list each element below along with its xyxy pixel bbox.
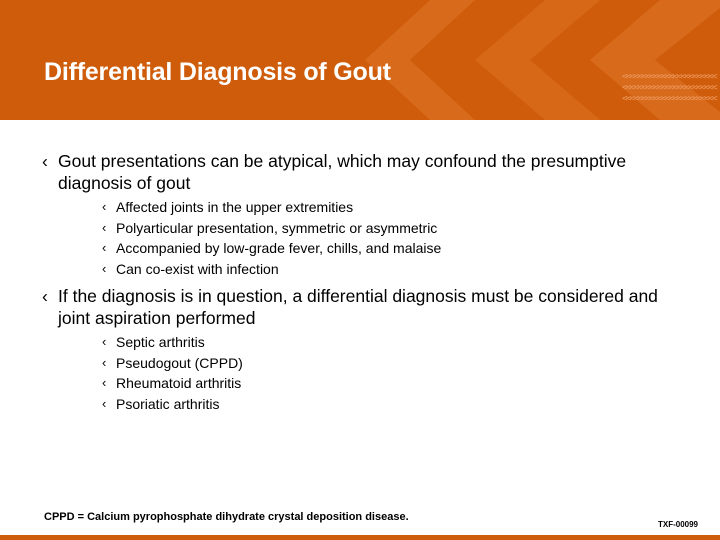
sub-bullet-item: [58, 394, 682, 415]
sub-bullet-chevron-icon: ‹: [102, 354, 107, 370]
chevron-pattern-row-2: <<<<<<<<<<<<<<<<<<<<<<<<: [621, 83, 716, 93]
sub-bullet-chevron-icon: ‹: [102, 240, 107, 255]
sub-bullet-text: Accompanied by low-grade fever, chills, and malaise: [116, 240, 442, 256]
main-bullet-text: If the diagnosis is in question, a differential diagnosis must be considered and joint aspiration performed: [58, 286, 658, 328]
sub-bullet-chevron-icon: ‹: [102, 334, 107, 349]
sub-bullet-chevron-icon: ‹: [102, 219, 107, 235]
sub-bullet-item: [58, 373, 682, 394]
chevron-pattern-row-3: <<<<<<<<<<<<<<<<<<<<<<<<: [621, 94, 716, 104]
main-bullet-2: [42, 285, 682, 414]
sub-bullet-text: Septic arthritis: [116, 334, 205, 350]
sub-bullet-text: Can co-exist with infection: [116, 260, 279, 277]
sub-bullet-item: [58, 238, 682, 259]
sub-bullet-text: Pseudogout (CPPD): [116, 354, 243, 371]
sub-bullet-item: [58, 332, 682, 353]
sub-bullet-chevron-icon: ‹: [102, 375, 107, 390]
sub-bullet-list: [58, 197, 682, 279]
sub-bullet-text: Affected joints in the upper extremities: [116, 199, 354, 215]
sub-bullet-list: [58, 332, 682, 414]
chevron-pattern-row-1: <<<<<<<<<<<<<<<<<<<<<<<<: [621, 72, 716, 82]
sub-bullet-chevron-icon: ‹: [102, 260, 107, 276]
bullet-chevron-icon: ‹: [42, 286, 48, 306]
sub-bullet-text: Rheumatoid arthritis: [116, 375, 242, 391]
sub-bullet-chevron-icon: ‹: [102, 395, 107, 411]
sub-bullet-text: Psoriatic arthritis: [116, 395, 220, 412]
bottom-accent-bar: [0, 535, 720, 540]
sub-bullet-item: [58, 259, 682, 280]
slide-header: [0, 0, 720, 120]
main-bullet-1: [42, 150, 682, 279]
sub-bullet-text: Polyarticular presentation, symmetric or asymmetric: [116, 219, 438, 236]
footnote: CPPD = Calcium pyrophosphate dihydrate crystal deposition disease.: [44, 511, 409, 523]
slide-body: [42, 150, 682, 414]
slide-code: TXF-00099: [657, 520, 698, 529]
sub-bullet-item: [58, 218, 682, 239]
sub-bullet-item: [58, 353, 682, 374]
sub-bullet-chevron-icon: ‹: [102, 199, 107, 214]
bullet-chevron-icon: ‹: [42, 151, 48, 171]
sub-bullet-item: [58, 197, 682, 218]
slide-title: Differential Diagnosis of Gout: [44, 58, 391, 86]
main-bullet-text: Gout presentations can be atypical, which may confound the presumptive diagnosis of gout: [58, 151, 627, 193]
